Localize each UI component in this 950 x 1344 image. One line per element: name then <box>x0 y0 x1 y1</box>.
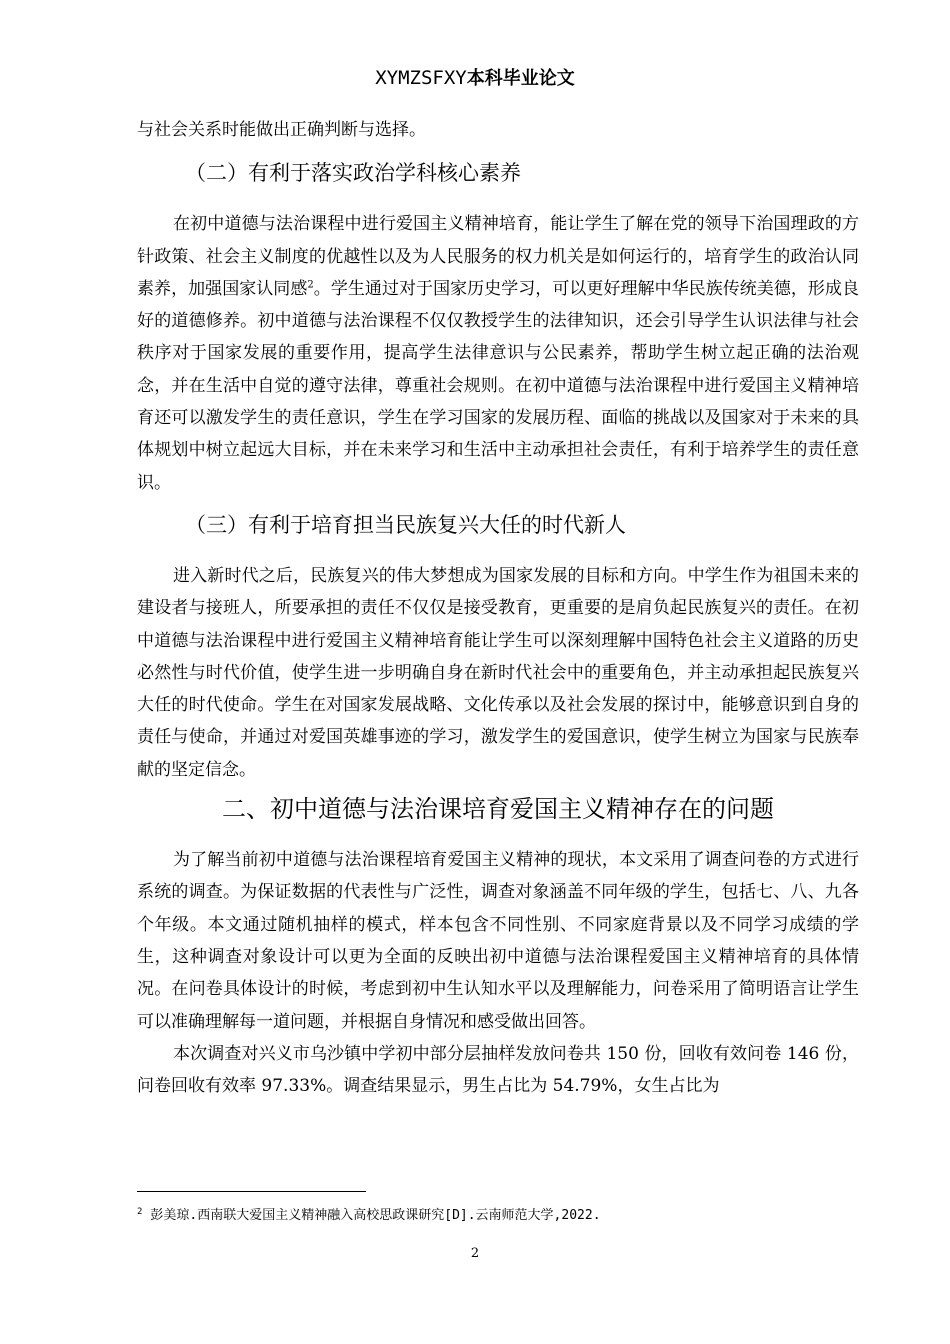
footnote-text: 彭美琼.西南联大爱国主义精神融入高校思政课研究[D].云南师范大学,2022. <box>150 1208 601 1223</box>
paragraph-national-rejuvenation: 进入新时代之后，民族复兴的伟大梦想成为国家发展的目标和方向。中学生作为祖国未来的建设者与接班人，所要承担的责任不仅仅是接受教育，更重要的是肩负起民族复兴的责任。在初中道德与法治课程中进行爱国主义精神培育能让学生可以深刻理解中国特色社会主义道路的历史必然性与时代价值，使学生进一步明确自身在新时代社会中的重要角色，并主动承担起民族复兴大任的时代使命。学生在对国家发展战略、文化传承以及社会发展的探讨中，能够意识到自身的责任与使命，并通过对爱国英雄事迹的学习，激发学生的爱国意识，使学生树立为国家与民族奉献的坚定信念。 <box>137 565 859 780</box>
footnote-marker: 2 <box>137 1206 143 1217</box>
section-heading-2: 二、初中道德与法治课培育爱国主义精神存在的问题 <box>222 795 774 824</box>
paragraph-survey-method: 为了解当前初中道德与法治课程培育爱国主义精神的现状，本文采用了调查问卷的方式进行系统的调查。为保证数据的代表性与广泛性，调查对象涵盖不同年级的学生，包括七、八、九各个年级。本文通过随机抽样的模式，样本包含不同性别、不同家庭背景以及不同学习成绩的学生，这种调查对象设计可以更为全面的反映出初中道德与法治课程爱国主义精神培育的具体情况。在问卷具体设计的时候，考虑到初中生认知水平以及理解能力，问卷采用了简明语言让学生可以准确理解每一道问题，并根据自身情况和感受做出回答。 <box>137 850 859 1032</box>
paragraph-core-literacy <box>137 208 859 499</box>
subheading-3: （三）有利于培育担当民族复兴大任的时代新人 <box>185 512 626 537</box>
footnote-separator <box>137 1191 366 1192</box>
paragraph-core-literacy-text-b: 。学生通过对于国家历史学习，可以更好理解中华民族传统美德，形成良好的道德修养。初中道德与法治课程不仅仅教授学生的法律知识，还会引导学生认识法律与社会秩序对于国家发展的重要作用，提高学生法律意识与公民素养，帮助学生树立起正确的法治观念，并在生活中自觉的遵守法律，尊重社会规则。在初中道德与法治课程中进行爱国主义精神培育还可以激发学生的责任意识，学生在学习国家的发展历程、面临的挑战以及国家对于未来的具体规划中树立起远大目标，并在未来学习和生活中主动承担社会责任，有利于培养学生的责任意识。 <box>137 278 860 493</box>
footnote <box>137 1206 859 1226</box>
page-number: 2 <box>470 1246 480 1261</box>
paragraph-survey-results: 本次调查对兴义市乌沙镇中学初中部分层抽样发放问卷共 150 份，回收有效问卷 146 份，问卷回收有效率 97.33%。调查结果显示，男生占比为 54.79%，女生占比为 <box>137 1043 859 1097</box>
subheading-2: （二）有利于落实政治学科核心素养 <box>185 161 521 186</box>
page-body <box>137 114 859 1102</box>
header-school-code: XYMZSFXY <box>375 67 467 89</box>
header-title: 本科毕业论文 <box>466 68 575 89</box>
paragraph-core-literacy-text-a: 在初中道德与法治课程中进行爱国主义精神培育，能让学生了解在党的领导下治国理政的方针政策、社会主义制度的优越性以及为人民服务的权力机关是如何运行的，培育学生的政治认同素养，加强国家认同感 <box>137 214 859 299</box>
page-header <box>0 64 950 93</box>
paragraph-continued: 与社会关系时能做出正确判断与选择。 <box>137 120 426 140</box>
footnote-ref-marker: 2 <box>307 279 314 291</box>
